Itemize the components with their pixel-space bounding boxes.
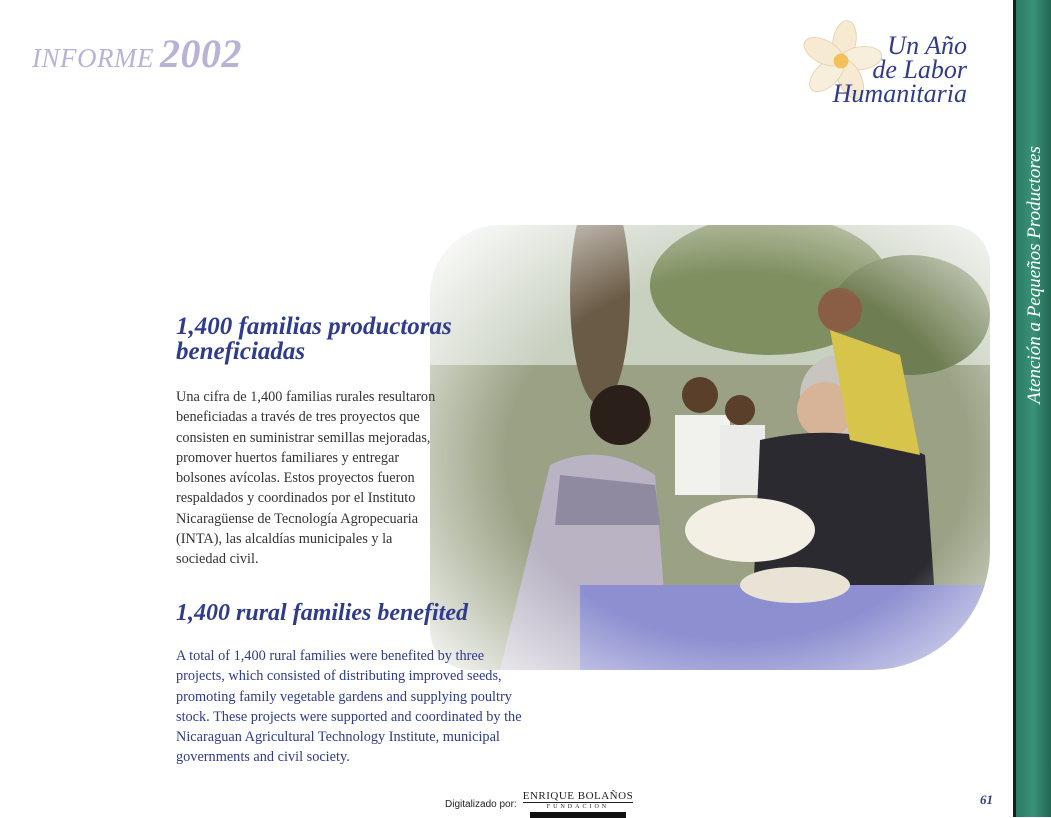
report-year: 2002 (159, 31, 242, 76)
photo-seed-distribution (430, 225, 990, 670)
foundation-subtitle: FUNDACION (546, 804, 610, 810)
tagline (832, 31, 967, 108)
report-word: INFORME (32, 43, 154, 73)
digitized-by-label: Digitalizado por: (445, 798, 517, 810)
tagline-line-3: Humanitaria (832, 79, 967, 108)
section-side-tab (1013, 0, 1051, 817)
foundation-logo (523, 790, 633, 818)
foundation-url-bar (530, 812, 626, 818)
english-body: A total of 1,400 rural families were benefited by three projects, which consisted of distributing improved seeds, promoting family vegetable gardens and supplying poultry stock. These projects were supported and coordinated by the Nicaraguan Agricultural Technology Institute, municipal governments and civil society. (176, 648, 522, 766)
tagline-line-2: de Labor (872, 55, 967, 84)
spanish-heading: 1,400 familias productoras beneficiadas (176, 313, 452, 365)
foundation-name: ENRIQUE BOLAÑOS (522, 790, 634, 802)
english-heading: 1,400 rural families benefited (176, 600, 468, 626)
section-side-tab-label: Atención a Pequeños Productores (1024, 146, 1045, 404)
spanish-body: Una cifra de 1,400 familias rurales resultaron beneficiadas a través de tres proyectos que consisten en suministrar semillas mejoradas, promover huertos familiares y entregar bolsones avícolas. Estos proyectos fueron respaldados y coordinados por el Instituto Nicaragüense de Tecnología Agropecuaria (INTA), las alcaldías municipales y la sociedad civil. (176, 389, 436, 568)
report-header (32, 30, 242, 77)
page-number: 61 (980, 792, 993, 807)
digitization-credit (445, 790, 633, 818)
tagline-line-1: Un Año (887, 31, 967, 60)
